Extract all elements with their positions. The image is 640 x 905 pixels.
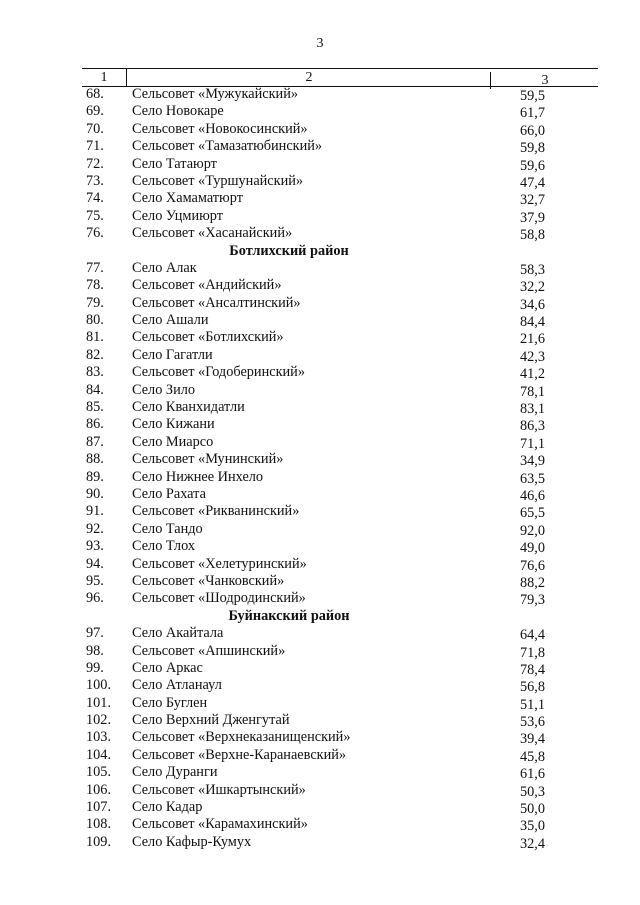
settlement-name: Село Ашали: [132, 312, 209, 329]
district-heading: [0, 608, 640, 625]
row-value: 45,8: [519, 748, 545, 765]
row-value: 79,3: [519, 592, 545, 609]
row-number: 83.: [86, 364, 104, 381]
row-number: 87.: [86, 433, 104, 450]
settlement-name: Село Аркас: [132, 659, 203, 676]
row-value: 88,2: [519, 574, 545, 591]
table-row: [0, 121, 640, 138]
settlement-name: Сельсовет «Новокосинский»: [132, 120, 308, 137]
settlement-name: Село Уцмиюрт: [132, 207, 224, 224]
settlement-name: Сельсовет «Андийский»: [132, 277, 282, 294]
row-number: 107.: [86, 799, 112, 816]
row-number: 104.: [86, 746, 112, 763]
row-value: 78,4: [519, 661, 545, 678]
table-row: [0, 573, 640, 590]
settlement-name: Сельсовет «Верхнеказанищенский»: [132, 729, 351, 746]
settlement-name: Село Кванхидатли: [132, 399, 245, 416]
table-row: [0, 816, 640, 833]
row-value: 84,4: [519, 314, 545, 331]
settlement-name: Сельсовет «Туршунайский»: [132, 172, 304, 189]
row-value: 47,4: [519, 174, 545, 191]
table-row: [0, 834, 640, 851]
row-number: 88.: [86, 451, 104, 468]
row-value: 41,2: [519, 366, 545, 383]
table-row: [0, 469, 640, 486]
settlement-name: Село Кадар: [132, 799, 203, 816]
row-value: 35,0: [519, 818, 545, 835]
settlement-name: Село Кижани: [132, 416, 215, 433]
row-value: 92,0: [519, 522, 545, 539]
table-row: [0, 660, 640, 677]
table-row: [0, 260, 640, 277]
settlement-name: Село Кафыр-Кумух: [132, 833, 252, 850]
row-number: 68.: [86, 86, 104, 102]
row-value: 64,4: [519, 627, 545, 644]
settlement-name: Село Тандо: [132, 520, 203, 537]
settlement-name: Сельсовет «Хасанайский»: [132, 225, 293, 242]
row-value: 32,7: [519, 192, 545, 209]
row-number: 71.: [86, 138, 104, 155]
settlement-name: Село Акайтала: [132, 625, 224, 642]
row-number: 78.: [86, 277, 104, 294]
row-value: 76,6: [519, 557, 545, 574]
row-number: 103.: [86, 729, 112, 746]
settlement-name: Село Рахата: [132, 485, 206, 502]
table-row: [0, 625, 640, 642]
row-number: 70.: [86, 120, 104, 137]
settlement-name: Сельсовет «Ансалтинский»: [132, 294, 301, 311]
settlement-name: Село Атланаул: [132, 677, 222, 694]
table-row: [0, 382, 640, 399]
table-row: [0, 556, 640, 573]
table-row: [0, 764, 640, 781]
row-number: 80.: [86, 312, 104, 329]
table-row: [0, 86, 640, 103]
row-value: 58,8: [519, 227, 545, 244]
row-number: 77.: [86, 259, 104, 276]
row-number: 85.: [86, 399, 104, 416]
row-value: 78,1: [519, 383, 545, 400]
table-row: [0, 677, 640, 694]
row-value: 21,6: [519, 331, 545, 348]
table-row: [0, 712, 640, 729]
table-row: [0, 347, 640, 364]
table-row: [0, 799, 640, 816]
settlement-name: Сельсовет «Шодродинский»: [132, 590, 306, 607]
settlement-name: Сельсовет «Тамазатюбинский»: [132, 138, 323, 155]
settlement-name: Сельсовет «Мужукайский»: [132, 86, 298, 102]
row-number: 105.: [86, 764, 112, 781]
table-body: [0, 86, 640, 851]
row-value: 83,1: [519, 401, 545, 418]
row-value: 58,3: [519, 261, 545, 278]
row-value: 61,6: [519, 766, 545, 783]
row-value: 71,8: [519, 644, 545, 661]
settlement-name: Сельсовет «Чанковский»: [132, 572, 285, 589]
row-number: 100.: [86, 677, 112, 694]
settlement-name: Село Хамаматюрт: [132, 190, 243, 207]
settlement-name: Сельсовет «Ишкартынский»: [132, 781, 306, 798]
table-row: [0, 782, 640, 799]
row-number: 106.: [86, 781, 112, 798]
table-row: [0, 416, 640, 433]
table-row: [0, 208, 640, 225]
settlement-name: Село Верхний Дженгутай: [132, 712, 290, 729]
row-number: 76.: [86, 225, 104, 242]
row-number: 86.: [86, 416, 104, 433]
district-name: Ботлихский район: [229, 242, 349, 259]
row-value: 59,5: [519, 88, 545, 104]
settlement-name: Село Дуранги: [132, 764, 218, 781]
row-number: 81.: [86, 329, 104, 346]
row-value: 53,6: [519, 714, 545, 731]
row-number: 91.: [86, 503, 104, 520]
row-number: 84.: [86, 381, 104, 398]
row-value: 86,3: [519, 418, 545, 435]
row-number: 94.: [86, 555, 104, 572]
row-value: 42,3: [519, 348, 545, 365]
table-row: [0, 399, 640, 416]
row-number: 89.: [86, 468, 104, 485]
settlement-name: Село Миарсо: [132, 433, 214, 450]
row-number: 74.: [86, 190, 104, 207]
row-number: 109.: [86, 833, 112, 850]
table-row: [0, 103, 640, 120]
row-value: 59,6: [519, 157, 545, 174]
row-number: 72.: [86, 155, 104, 172]
table-row: [0, 434, 640, 451]
table-row: [0, 590, 640, 607]
settlement-name: Село Новокаре: [132, 103, 224, 120]
settlement-name: Сельсовет «Рикванинский»: [132, 503, 300, 520]
row-number: 92.: [86, 520, 104, 537]
table-row: [0, 225, 640, 242]
row-value: 49,0: [519, 540, 545, 557]
row-value: 32,2: [519, 279, 545, 296]
table-row: [0, 486, 640, 503]
row-number: 82.: [86, 346, 104, 363]
row-value: 66,0: [519, 122, 545, 139]
table-row: [0, 277, 640, 294]
district-heading: [0, 243, 640, 260]
row-number: 79.: [86, 294, 104, 311]
settlement-name: Село Тлох: [132, 538, 196, 555]
row-value: 51,1: [519, 696, 545, 713]
table-row: [0, 521, 640, 538]
row-value: 65,5: [519, 505, 545, 522]
table-row: [0, 364, 640, 381]
settlement-name: Село Зило: [132, 381, 196, 398]
table-row: [0, 138, 640, 155]
row-number: 69.: [86, 103, 104, 120]
settlement-name: Сельсовет «Верхне-Каранаевский»: [132, 746, 347, 763]
table-row: [0, 190, 640, 207]
page-number: 3: [316, 36, 324, 51]
header-col-2: 2: [126, 69, 491, 86]
settlement-name: Село Буглен: [132, 694, 208, 711]
settlement-name: Сельсовет «Ботлихский»: [132, 329, 284, 346]
row-number: 90.: [86, 485, 104, 502]
row-value: 46,6: [519, 487, 545, 504]
row-number: 96.: [86, 590, 104, 607]
table-row: [0, 329, 640, 346]
district-name: Буйнакский район: [228, 607, 350, 624]
settlement-name: Сельсовет «Годоберинский»: [132, 364, 305, 381]
row-value: 56,8: [519, 679, 545, 696]
table-row: [0, 729, 640, 746]
row-value: 59,8: [519, 140, 545, 157]
row-number: 98.: [86, 642, 104, 659]
row-value: 63,5: [519, 470, 545, 487]
header-col-1: 1: [100, 70, 108, 85]
settlement-name: Сельсовет «Хелетуринский»: [132, 555, 307, 572]
row-number: 73.: [86, 172, 104, 189]
settlement-name: Сельсовет «Апшинский»: [132, 642, 286, 659]
header-col-3: 3: [490, 72, 599, 89]
row-value: 32,4: [519, 835, 545, 852]
row-value: 50,3: [519, 783, 545, 800]
row-number: 99.: [86, 659, 104, 676]
table-row: [0, 312, 640, 329]
table-row: [0, 643, 640, 660]
table-row: [0, 295, 640, 312]
row-number: 102.: [86, 712, 112, 729]
settlement-name: Село Алак: [132, 259, 197, 276]
row-value: 71,1: [519, 435, 545, 452]
row-value: 37,9: [519, 209, 545, 226]
row-number: 93.: [86, 538, 104, 555]
settlement-name: Сельсовет «Карамахинский»: [132, 816, 308, 833]
row-number: 108.: [86, 816, 112, 833]
row-value: 34,6: [519, 296, 545, 313]
settlement-name: Село Гагатли: [132, 346, 213, 363]
row-number: 75.: [86, 207, 104, 224]
row-value: 39,4: [519, 731, 545, 748]
table-row: [0, 451, 640, 468]
table-row: [0, 156, 640, 173]
settlement-name: Село Нижнее Инхело: [132, 468, 264, 485]
row-value: 61,7: [519, 105, 545, 122]
settlement-name: Село Татаюрт: [132, 155, 217, 172]
table-row: [0, 173, 640, 190]
settlement-name: Сельсовет «Мунинский»: [132, 451, 284, 468]
row-number: 95.: [86, 572, 104, 589]
row-number: 97.: [86, 625, 104, 642]
table-header: [82, 68, 598, 87]
table-row: [0, 503, 640, 520]
table-row: [0, 747, 640, 764]
row-value: 50,0: [519, 801, 545, 818]
row-value: 34,9: [519, 453, 545, 470]
table-row: [0, 695, 640, 712]
table-row: [0, 538, 640, 555]
row-number: 101.: [86, 694, 112, 711]
